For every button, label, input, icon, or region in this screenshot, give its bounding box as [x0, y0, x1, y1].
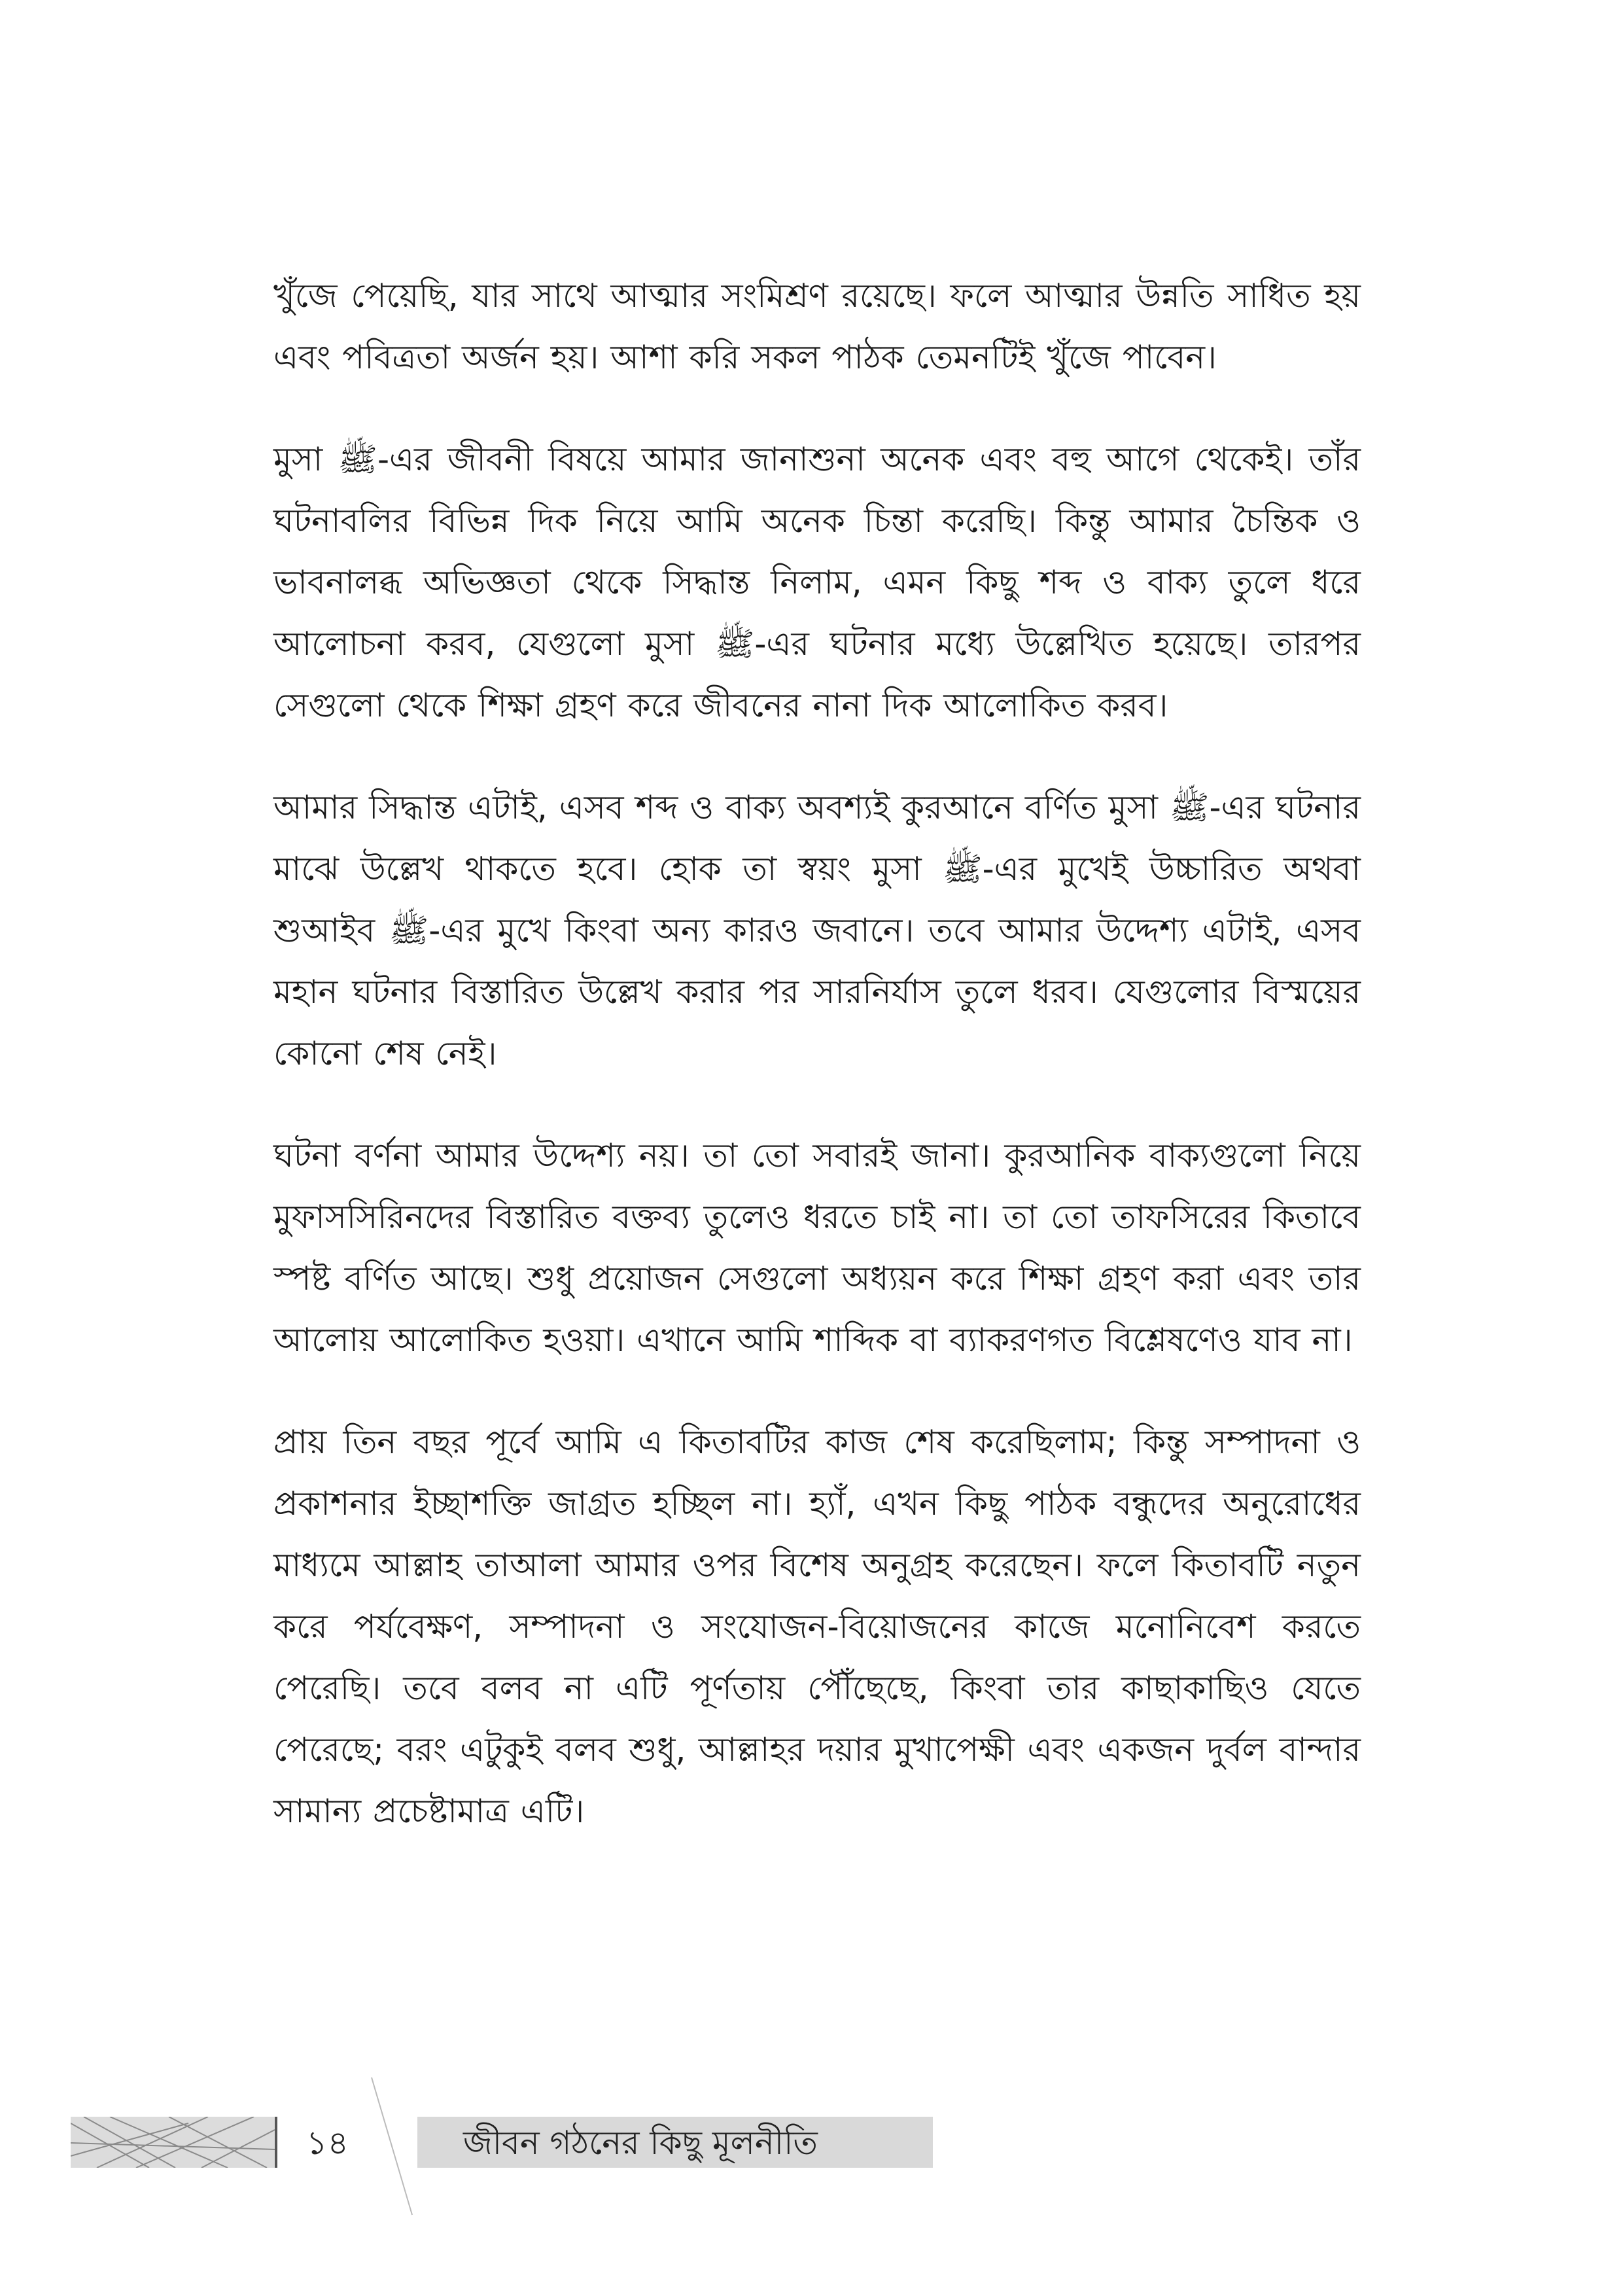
page-footer — [71, 2117, 933, 2168]
footer-pattern — [71, 2117, 275, 2168]
paragraph-5: প্রায় তিন বছর পূর্বে আমি এ কিতাবটির কাজ শেষ করেছিলাম; কিন্তু সম্পাদনা ও প্রকাশনার ইচ্ছাশক্তি জাগ্রত হচ্ছিল না। হ্যাঁ, এখন কিছু পাঠক বন্ধুদের অনুরোধের মাধ্যমে আল্লাহ তাআলা আমার ওপর বিশেষ অনুগ্রহ করেছেন। ফলে কিতাবটি নতুন করে পর্যবেক্ষণ, সম্পাদনা ও সংযোজন-বিয়োজনের কাজে মনোনিবেশ করতে পেরেছি। তবে বলব না এটি পূর্ণতায় পৌঁছেছে, কিংবা তার কাছাকাছিও যেতে পেরেছে; বরং এটুকুই বলব শুধু, আল্লাহর দয়ার মুখাপেক্ষী এবং একজন দুর্বল বান্দার সামান্য প্রচেষ্টামাত্র এটি। — [273, 1423, 1361, 1830]
book-title: জীবন গঠনের কিছু মূলনীতি — [463, 2124, 818, 2162]
page-number: ১৪ — [306, 2124, 349, 2162]
footer-divider — [275, 2117, 277, 2168]
paragraph-2: মুসা ﷺ-এর জীবনী বিষয়ে আমার জানাশুনা অনেক এবং বহু আগে থেকেই। তাঁর ঘটনাবলির বিভিন্ন দিক নিয়ে আমি অনেক চিন্তা করেছি। কিন্তু আমার চৈন্তিক ও ভাবনালব্ধ অভিজ্ঞতা থেকে সিদ্ধান্ত নিলাম, এমন কিছু শব্দ ও বাক্য তুলে ধরে আলোচনা করব, যেগুলো মুসা ﷺ-এর ঘটনার মধ্যে উল্লেখিত হয়েছে। তারপর সেগুলো থেকে শিক্ষা গ্রহণ করে জীবনের নানা দিক আলোকিত করব। — [273, 440, 1361, 724]
paragraph-1: খুঁজে পেয়েছি, যার সাথে আত্মার সংমিশ্রণ রয়েছে। ফলে আত্মার উন্নতি সাধিত হয় এবং পবিত্রতা অর্জন হয়। আশা করি সকল পাঠক তেমনটিই খুঁজে পাবেন। — [273, 277, 1361, 376]
paragraph-3: আমার সিদ্ধান্ত এটাই, এসব শব্দ ও বাক্য অবশ্যই কুরআনে বর্ণিত মুসা ﷺ-এর ঘটনার মাঝে উল্লেখ থাকতে হবে। হোক তা স্বয়ং মুসা ﷺ-এর মুখেই উচ্চারিত অথবা শুআইব ﷺ-এর মুখে কিংবা অন্য কারও জবানে। তবে আমার উদ্দেশ্য এটাই, এসব মহান ঘটনার বিস্তারিত উল্লেখ করার পর সারনির্যাস তুলে ধরব। যেগুলোর বিস্ময়ের কোনো শেষ নেই। — [273, 788, 1361, 1072]
page-body — [273, 265, 1361, 1882]
geometric-lines-icon — [71, 2117, 275, 2168]
paragraph-4: ঘটনা বর্ণনা আমার উদ্দেশ্য নয়। তা তো সবারই জানা। কুরআনিক বাক্যগুলো নিয়ে মুফাসসিরিনদের বিস্তারিত বক্তব্য তুলেও ধরতে চাই না। তা তো তাফসিরের কিতাবে স্পষ্ট বর্ণিত আছে। শুধু প্রয়োজন সেগুলো অধ্যয়ন করে শিক্ষা গ্রহণ করা এবং তার আলোয় আলোকিত হওয়া। এখানে আমি শাব্দিক বা ব্যাকরণগত বিশ্লেষণেও যাব না। — [273, 1137, 1361, 1359]
